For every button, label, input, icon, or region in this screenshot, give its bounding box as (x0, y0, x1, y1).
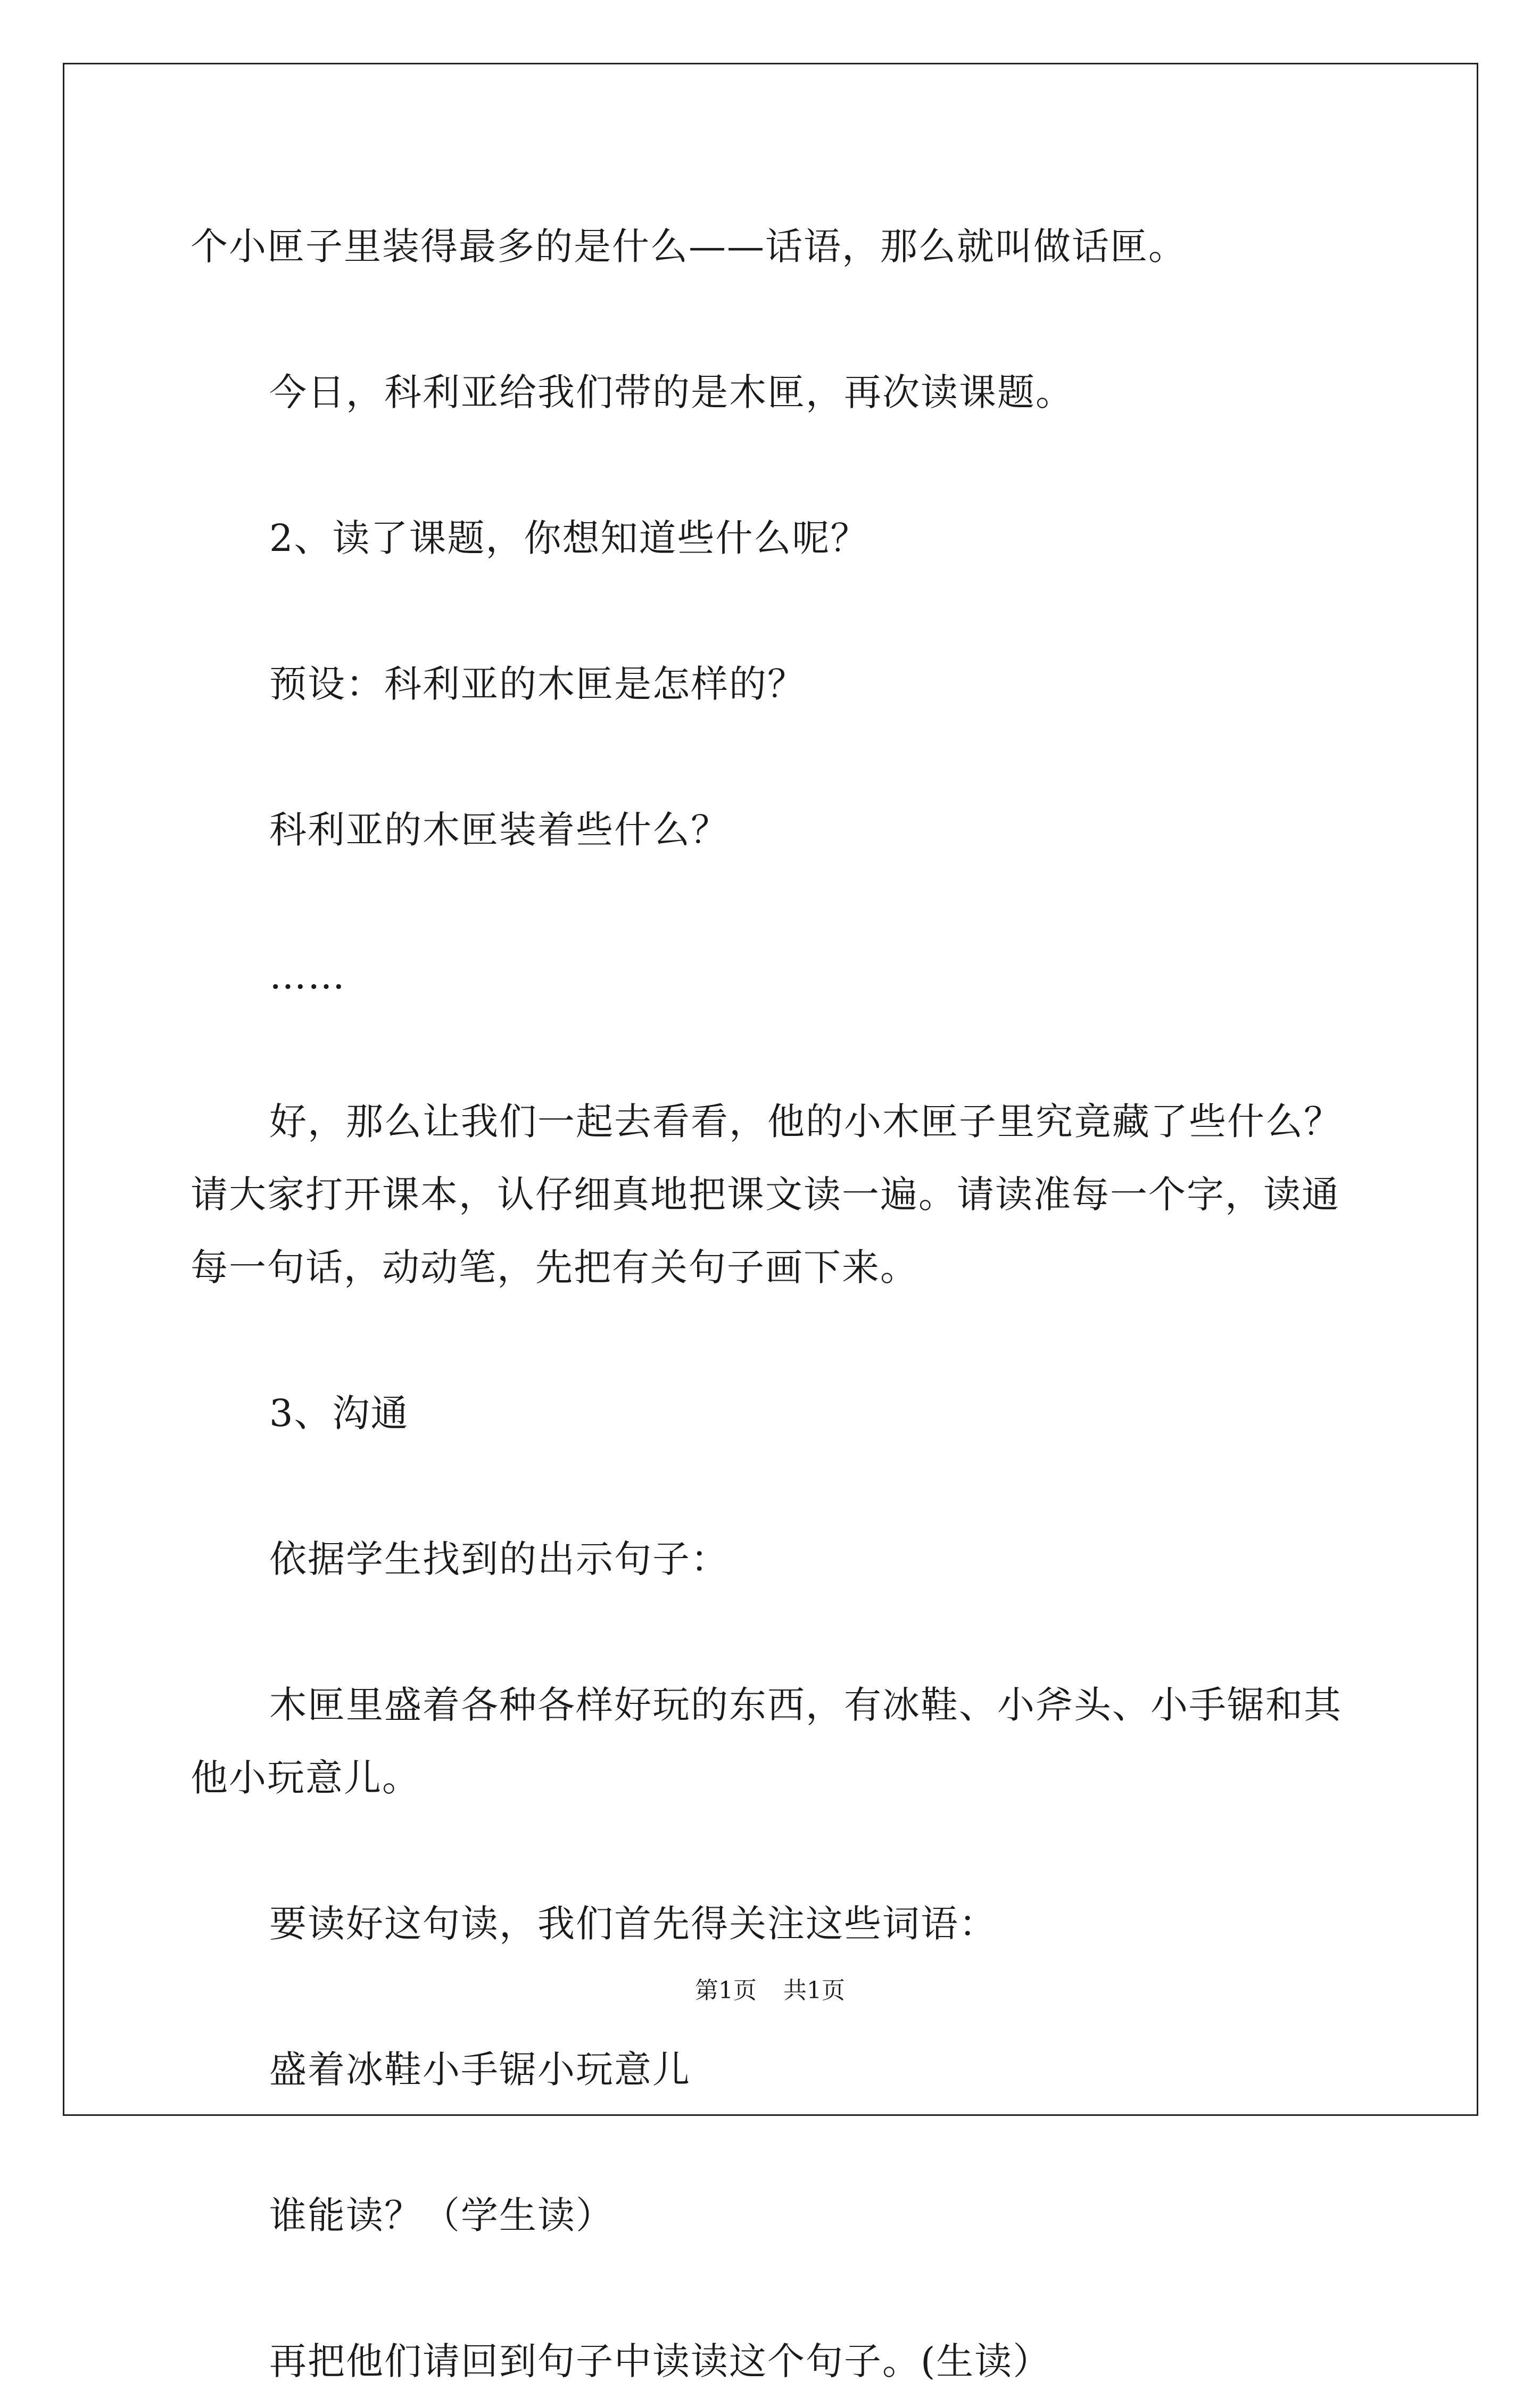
paragraph-14: 再把他们请回到句子中读读这个句子。(生读） (269, 2339, 1051, 2383)
paragraph-9: 依据学生找到的出示句子： (269, 1537, 729, 1581)
paragraph-1: 个小匣子里装得最多的是什么——话语，那么就叫做话匣。 (191, 225, 1187, 268)
document-body (191, 210, 1377, 2398)
paragraph-2: 今日，科利亚给我们带的是木匣，再次读课题。 (269, 370, 1074, 414)
paragraph-13: 谁能读？（学生读） (269, 2194, 614, 2237)
paragraph-11: 要读好这句读，我们首先得关注这些词语： (269, 1902, 997, 1946)
paragraph-5: 科利亚的木匣装着些什么？ (269, 808, 729, 852)
page-footer (0, 1975, 1540, 2007)
paragraph-4: 预设：科利亚的木匣是怎样的？ (269, 662, 806, 706)
paragraph-7: 好，那么让我们一起去看看，他的小木匣子里究竟藏了些什么？请大家打开课本，认仔细真地把课文读一遍。请读准每一个字，读通每一句话，动动笔，先把有关句子画下来。 (191, 1100, 1342, 1289)
paragraph-6: …… (269, 954, 346, 998)
page-number-current: 第1页 (695, 1977, 757, 2004)
page-number-total: 共1页 (783, 1977, 845, 2004)
paragraph-3: 2、读了课题，你想知道些什么呢？ (269, 516, 869, 560)
paragraph-10: 木匣里盛着各种各样好玩的东西，有冰鞋、小斧头、小手锯和其他小玩意儿。 (191, 1683, 1342, 1800)
paragraph-8: 3、沟通 (269, 1391, 409, 1435)
paragraph-12: 盛着冰鞋小手锯小玩意儿 (269, 2048, 691, 2091)
